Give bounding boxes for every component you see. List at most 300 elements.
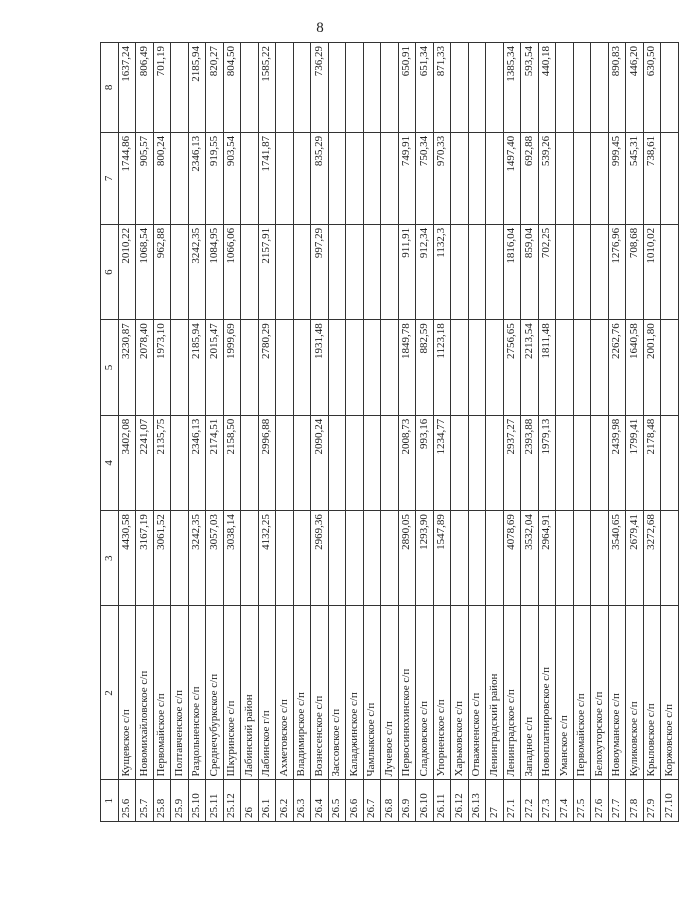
- value-cell: [328, 132, 346, 224]
- value-cell: 1637,24: [118, 43, 136, 133]
- settlement-name-cell: Ахметовское с/п: [276, 606, 294, 780]
- table-row: [433, 43, 451, 822]
- table-row: [591, 43, 609, 822]
- value-cell: 539,26: [538, 132, 556, 224]
- value-cell: 593,54: [521, 43, 539, 133]
- row-number-cell: 27.1: [503, 780, 521, 822]
- table-row: [311, 43, 329, 822]
- value-cell: [591, 415, 609, 510]
- value-cell: [276, 415, 294, 510]
- table-row: [188, 43, 206, 822]
- settlement-name-cell: Лучевое с/п: [381, 606, 399, 780]
- table-header-row: [101, 43, 119, 822]
- value-cell: 2241,07: [136, 415, 154, 510]
- value-cell: 692,88: [521, 132, 539, 224]
- row-number-cell: 27: [486, 780, 504, 822]
- column-header-7: 7: [101, 132, 119, 224]
- value-cell: 2178,48: [643, 415, 661, 510]
- row-number-cell: 27.3: [538, 780, 556, 822]
- value-cell: 3272,68: [643, 511, 661, 606]
- value-cell: [346, 43, 364, 133]
- value-cell: 820,27: [206, 43, 224, 133]
- value-cell: [171, 43, 189, 133]
- value-cell: [276, 43, 294, 133]
- value-cell: 4430,58: [118, 511, 136, 606]
- value-cell: [468, 511, 486, 606]
- value-cell: 2157,91: [258, 224, 276, 319]
- value-cell: 859,04: [521, 224, 539, 319]
- value-cell: [451, 415, 469, 510]
- value-cell: [381, 320, 399, 415]
- value-cell: [486, 224, 504, 319]
- value-cell: 882,59: [416, 320, 434, 415]
- row-number-cell: 27.5: [573, 780, 591, 822]
- settlement-name-cell: Лабинское г/п: [258, 606, 276, 780]
- value-cell: [381, 224, 399, 319]
- value-cell: 3242,35: [188, 224, 206, 319]
- value-cell: 1068,54: [136, 224, 154, 319]
- row-number-cell: 26: [241, 780, 259, 822]
- value-cell: 2780,29: [258, 320, 276, 415]
- value-cell: [661, 415, 679, 510]
- table-row: [398, 43, 416, 822]
- settlement-name-cell: Уманское с/п: [556, 606, 574, 780]
- value-cell: [241, 511, 259, 606]
- table-row: [258, 43, 276, 822]
- value-cell: 1132,3: [433, 224, 451, 319]
- table-row: [643, 43, 661, 822]
- value-cell: 1640,58: [626, 320, 644, 415]
- value-cell: [276, 511, 294, 606]
- value-cell: [468, 43, 486, 133]
- table-row: [416, 43, 434, 822]
- value-cell: 1084,95: [206, 224, 224, 319]
- value-cell: [486, 511, 504, 606]
- value-cell: [556, 224, 574, 319]
- value-cell: [468, 224, 486, 319]
- row-number-cell: 25.11: [206, 780, 224, 822]
- row-number-cell: 27.9: [643, 780, 661, 822]
- settlement-name-cell: Новомихайловское с/п: [136, 606, 154, 780]
- value-cell: [363, 224, 381, 319]
- value-cell: [556, 415, 574, 510]
- value-cell: [556, 132, 574, 224]
- value-cell: [276, 132, 294, 224]
- settlement-name-cell: Первомайское с/п: [153, 606, 171, 780]
- value-cell: 1293,90: [416, 511, 434, 606]
- value-cell: 2756,65: [503, 320, 521, 415]
- value-cell: 2262,76: [608, 320, 626, 415]
- value-cell: 750,34: [416, 132, 434, 224]
- row-number-cell: 26.2: [276, 780, 294, 822]
- value-cell: [346, 320, 364, 415]
- table-row: [136, 43, 154, 822]
- settlement-name-cell: Вознесенское с/п: [311, 606, 329, 780]
- row-number-cell: 25.9: [171, 780, 189, 822]
- value-cell: 912,34: [416, 224, 434, 319]
- value-cell: 2001,80: [643, 320, 661, 415]
- value-cell: 738,61: [643, 132, 661, 224]
- settlement-name-cell: Новоплатнировское с/п: [538, 606, 556, 780]
- table-row: [468, 43, 486, 822]
- value-cell: 2158,50: [223, 415, 241, 510]
- value-cell: 2185,94: [188, 43, 206, 133]
- value-cell: 800,24: [153, 132, 171, 224]
- value-cell: [451, 132, 469, 224]
- row-number-cell: 25.6: [118, 780, 136, 822]
- value-cell: 1585,22: [258, 43, 276, 133]
- value-cell: 650,91: [398, 43, 416, 133]
- table-row: [556, 43, 574, 822]
- row-number-cell: 25.10: [188, 780, 206, 822]
- value-cell: 3402,08: [118, 415, 136, 510]
- row-number-cell: 26.9: [398, 780, 416, 822]
- table-row: [608, 43, 626, 822]
- value-cell: [171, 320, 189, 415]
- value-cell: 2008,73: [398, 415, 416, 510]
- value-cell: [451, 224, 469, 319]
- value-cell: 997,29: [311, 224, 329, 319]
- value-cell: [293, 511, 311, 606]
- value-cell: 651,34: [416, 43, 434, 133]
- value-cell: 4078,69: [503, 511, 521, 606]
- value-cell: [573, 224, 591, 319]
- value-cell: 2185,94: [188, 320, 206, 415]
- table-row: [626, 43, 644, 822]
- row-number-cell: 26.3: [293, 780, 311, 822]
- value-cell: 999,45: [608, 132, 626, 224]
- column-header-3: 3: [101, 511, 119, 606]
- value-cell: [293, 132, 311, 224]
- settlement-name-cell: Кущевское с/п: [118, 606, 136, 780]
- value-cell: [328, 511, 346, 606]
- value-cell: [346, 415, 364, 510]
- row-number-cell: 25.7: [136, 780, 154, 822]
- value-cell: 1276,96: [608, 224, 626, 319]
- table-row: [538, 43, 556, 822]
- row-number-cell: 26.13: [468, 780, 486, 822]
- value-cell: 871,33: [433, 43, 451, 133]
- table-row: [223, 43, 241, 822]
- value-cell: [346, 224, 364, 319]
- settlement-name-cell: Отважненское с/п: [468, 606, 486, 780]
- value-cell: 2964,91: [538, 511, 556, 606]
- settlement-name-cell: Первомайское с/п: [573, 606, 591, 780]
- row-number-cell: 25.12: [223, 780, 241, 822]
- row-number-cell: 27.8: [626, 780, 644, 822]
- value-cell: [486, 43, 504, 133]
- table-row: [171, 43, 189, 822]
- value-cell: [293, 415, 311, 510]
- value-cell: [468, 415, 486, 510]
- settlement-name-cell: Ленинградский район: [486, 606, 504, 780]
- value-cell: [328, 415, 346, 510]
- value-cell: [293, 224, 311, 319]
- settlement-name-cell: Харьковское с/п: [451, 606, 469, 780]
- value-cell: [573, 43, 591, 133]
- value-cell: [293, 43, 311, 133]
- value-cell: 1973,10: [153, 320, 171, 415]
- value-cell: [573, 320, 591, 415]
- table-row: [573, 43, 591, 822]
- value-cell: [486, 132, 504, 224]
- value-cell: 2679,41: [626, 511, 644, 606]
- value-cell: [276, 320, 294, 415]
- column-header-1: 1: [101, 780, 119, 822]
- value-cell: [328, 43, 346, 133]
- value-cell: 440,18: [538, 43, 556, 133]
- value-cell: [661, 320, 679, 415]
- value-cell: [241, 132, 259, 224]
- value-cell: 701,19: [153, 43, 171, 133]
- row-number-cell: 27.7: [608, 780, 626, 822]
- settlement-name-cell: Ленинградское с/п: [503, 606, 521, 780]
- value-cell: 835,29: [311, 132, 329, 224]
- value-cell: 3057,03: [206, 511, 224, 606]
- table-row: [346, 43, 364, 822]
- value-cell: 911,91: [398, 224, 416, 319]
- value-cell: 2174,51: [206, 415, 224, 510]
- table-row: [503, 43, 521, 822]
- table-row: [521, 43, 539, 822]
- value-cell: [346, 132, 364, 224]
- row-number-cell: 26.1: [258, 780, 276, 822]
- value-cell: 2996,88: [258, 415, 276, 510]
- table-row: [363, 43, 381, 822]
- value-cell: 1234,77: [433, 415, 451, 510]
- value-cell: 2346,13: [188, 132, 206, 224]
- value-cell: 903,54: [223, 132, 241, 224]
- value-cell: 2010,22: [118, 224, 136, 319]
- value-cell: 702,25: [538, 224, 556, 319]
- rotated-table-container: [100, 42, 679, 822]
- value-cell: 749,91: [398, 132, 416, 224]
- value-cell: 804,50: [223, 43, 241, 133]
- table-row: [486, 43, 504, 822]
- value-cell: [573, 511, 591, 606]
- settlement-name-cell: Первосинюхинское с/п: [398, 606, 416, 780]
- value-cell: 2890,05: [398, 511, 416, 606]
- value-cell: [486, 415, 504, 510]
- value-cell: [381, 511, 399, 606]
- row-number-cell: 26.11: [433, 780, 451, 822]
- value-cell: [293, 320, 311, 415]
- value-cell: [381, 415, 399, 510]
- table-row: [276, 43, 294, 822]
- row-number-cell: 26.8: [381, 780, 399, 822]
- value-cell: [661, 132, 679, 224]
- value-cell: 806,49: [136, 43, 154, 133]
- value-cell: [451, 511, 469, 606]
- table-row: [206, 43, 224, 822]
- value-cell: [573, 132, 591, 224]
- row-number-cell: 27.4: [556, 780, 574, 822]
- value-cell: 1849,78: [398, 320, 416, 415]
- settlement-name-cell: Шкуринское с/п: [223, 606, 241, 780]
- settlement-name-cell: Полтавченское с/п: [171, 606, 189, 780]
- value-cell: [363, 415, 381, 510]
- value-cell: 2015,47: [206, 320, 224, 415]
- value-cell: 2346,13: [188, 415, 206, 510]
- value-cell: [451, 43, 469, 133]
- value-cell: 2969,36: [311, 511, 329, 606]
- settlement-name-cell: Лабинский район: [241, 606, 259, 780]
- row-number-cell: 27.2: [521, 780, 539, 822]
- value-cell: 1010,02: [643, 224, 661, 319]
- value-cell: [591, 43, 609, 133]
- row-number-cell: 26.7: [363, 780, 381, 822]
- settlement-name-cell: Среднечубуркское с/п: [206, 606, 224, 780]
- settlement-name-cell: Раздольненское с/п: [188, 606, 206, 780]
- value-cell: [346, 511, 364, 606]
- row-number-cell: 26.10: [416, 780, 434, 822]
- value-cell: 970,33: [433, 132, 451, 224]
- value-cell: 2439,98: [608, 415, 626, 510]
- table-row: [153, 43, 171, 822]
- value-cell: 1385,34: [503, 43, 521, 133]
- value-cell: [171, 511, 189, 606]
- row-number-cell: 25.8: [153, 780, 171, 822]
- value-cell: [591, 320, 609, 415]
- value-cell: 1999,69: [223, 320, 241, 415]
- value-cell: 1741,87: [258, 132, 276, 224]
- value-cell: 1816,04: [503, 224, 521, 319]
- column-header-6: 6: [101, 224, 119, 319]
- value-cell: [171, 224, 189, 319]
- value-cell: [468, 320, 486, 415]
- value-cell: 2090,24: [311, 415, 329, 510]
- value-cell: [486, 320, 504, 415]
- value-cell: [556, 320, 574, 415]
- value-cell: 993,16: [416, 415, 434, 510]
- table-row: [118, 43, 136, 822]
- value-cell: [573, 415, 591, 510]
- row-number-cell: 26.12: [451, 780, 469, 822]
- value-cell: [556, 511, 574, 606]
- row-number-cell: 26.5: [328, 780, 346, 822]
- settlement-name-cell: Владимирское с/п: [293, 606, 311, 780]
- value-cell: 3061,52: [153, 511, 171, 606]
- value-cell: 2213,54: [521, 320, 539, 415]
- column-header-8: 8: [101, 43, 119, 133]
- row-number-cell: 26.6: [346, 780, 364, 822]
- value-cell: [591, 224, 609, 319]
- value-cell: 3230,87: [118, 320, 136, 415]
- value-cell: 3242,35: [188, 511, 206, 606]
- column-header-5: 5: [101, 320, 119, 415]
- page-number: 8: [316, 20, 324, 36]
- value-cell: [591, 511, 609, 606]
- row-number-cell: 27.10: [661, 780, 679, 822]
- value-cell: 736,29: [311, 43, 329, 133]
- value-cell: 1123,18: [433, 320, 451, 415]
- value-cell: [241, 43, 259, 133]
- value-cell: [328, 320, 346, 415]
- value-cell: 545,31: [626, 132, 644, 224]
- value-cell: 4132,25: [258, 511, 276, 606]
- value-cell: [591, 132, 609, 224]
- value-cell: [328, 224, 346, 319]
- value-cell: 2078,40: [136, 320, 154, 415]
- table-row: [451, 43, 469, 822]
- settlement-name-cell: Белохуторское с/п: [591, 606, 609, 780]
- value-cell: [241, 415, 259, 510]
- value-cell: 1744,86: [118, 132, 136, 224]
- settlement-name-cell: Каладжинское с/п: [346, 606, 364, 780]
- value-cell: [661, 224, 679, 319]
- value-cell: 630,50: [643, 43, 661, 133]
- value-cell: 962,88: [153, 224, 171, 319]
- value-cell: [363, 43, 381, 133]
- value-cell: 2937,27: [503, 415, 521, 510]
- value-cell: [363, 511, 381, 606]
- value-cell: [381, 43, 399, 133]
- value-cell: 3532,04: [521, 511, 539, 606]
- value-cell: 1931,48: [311, 320, 329, 415]
- table-row: [293, 43, 311, 822]
- settlement-name-cell: Крыловское с/п: [643, 606, 661, 780]
- settlement-name-cell: Сладковское с/п: [416, 606, 434, 780]
- value-cell: 1979,13: [538, 415, 556, 510]
- settlement-name-cell: Западное с/п: [521, 606, 539, 780]
- value-cell: [171, 415, 189, 510]
- settlement-name-cell: Упорненское с/п: [433, 606, 451, 780]
- value-cell: 1811,48: [538, 320, 556, 415]
- value-cell: [451, 320, 469, 415]
- row-number-cell: 26.4: [311, 780, 329, 822]
- table-row: [328, 43, 346, 822]
- value-cell: [661, 43, 679, 133]
- settlement-name-cell: Новоуманское с/п: [608, 606, 626, 780]
- value-cell: 446,20: [626, 43, 644, 133]
- row-number-cell: 27.6: [591, 780, 609, 822]
- value-cell: 919,55: [206, 132, 224, 224]
- value-cell: 708,68: [626, 224, 644, 319]
- rates-table: [100, 42, 679, 822]
- value-cell: [556, 43, 574, 133]
- value-cell: 890,83: [608, 43, 626, 133]
- value-cell: 3167,19: [136, 511, 154, 606]
- column-header-4: 4: [101, 415, 119, 510]
- value-cell: [661, 511, 679, 606]
- settlement-name-cell: Куликовское с/п: [626, 606, 644, 780]
- value-cell: 3540,65: [608, 511, 626, 606]
- table-row: [381, 43, 399, 822]
- value-cell: [468, 132, 486, 224]
- value-cell: [363, 320, 381, 415]
- table-body: [118, 43, 678, 822]
- value-cell: 2393,88: [521, 415, 539, 510]
- value-cell: 3038,14: [223, 511, 241, 606]
- column-header-2: 2: [101, 606, 119, 780]
- settlement-name-cell: Зассовское с/п: [328, 606, 346, 780]
- settlement-name-cell: Чамлыкское с/п: [363, 606, 381, 780]
- table-row: [241, 43, 259, 822]
- table-row: [661, 43, 679, 822]
- value-cell: 1066,06: [223, 224, 241, 319]
- value-cell: 1497,40: [503, 132, 521, 224]
- value-cell: [276, 224, 294, 319]
- settlement-name-cell: Коржовское с/п: [661, 606, 679, 780]
- value-cell: 905,57: [136, 132, 154, 224]
- value-cell: 1799,41: [626, 415, 644, 510]
- value-cell: [241, 320, 259, 415]
- value-cell: [363, 132, 381, 224]
- value-cell: 2135,75: [153, 415, 171, 510]
- value-cell: [381, 132, 399, 224]
- value-cell: [241, 224, 259, 319]
- value-cell: [171, 132, 189, 224]
